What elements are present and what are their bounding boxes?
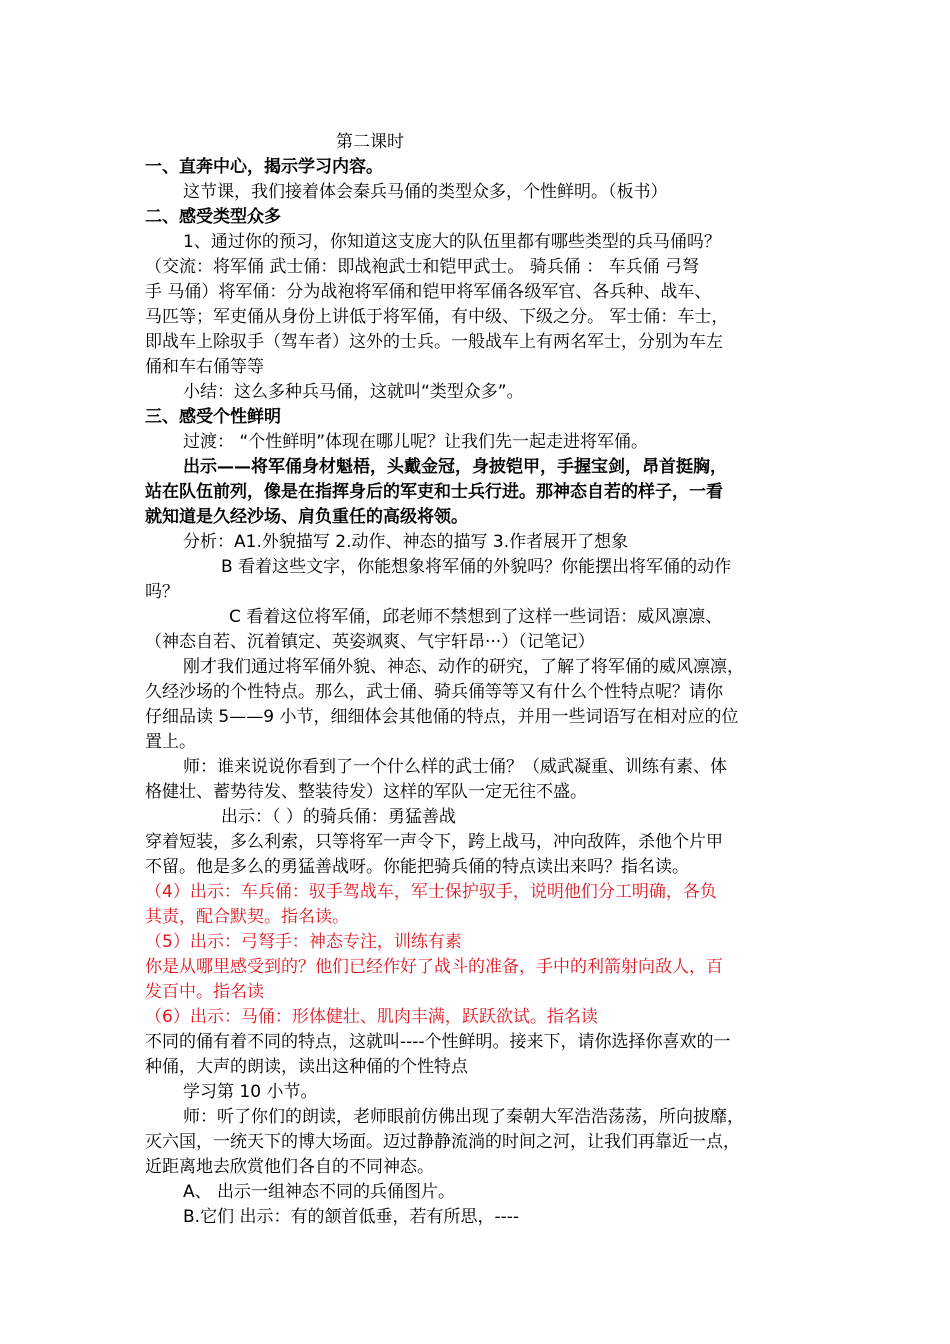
text-line: 其责，配合默契。指名读。: [145, 907, 349, 927]
text-line: （神态自若、沉着镇定、英姿飒爽、气宇轩昂···）（记笔记）: [145, 632, 595, 652]
lesson-title: 第二课时: [336, 132, 404, 152]
text-line: 就知道是久经沙场、肩负重任的高级将领。: [145, 507, 468, 527]
text-line: 过渡： “个性鲜明”体现在哪儿呢？让我们先一起走进将军俑。: [183, 432, 649, 452]
text-line: 不同的俑有着不同的特点，这就叫----个性鲜明。接来下，请你选择你喜欢的一: [145, 1032, 731, 1052]
text-line: 这节课，我们接着体会秦兵马俑的类型众多，个性鲜明。（板书）: [183, 182, 668, 202]
text-line: 格健壮、蓄势待发、整装待发）这样的军队一定无往不盛。: [145, 782, 587, 802]
text-line: 学习第 10 小节。: [183, 1082, 318, 1102]
text-line: 俑和车右俑等等: [145, 357, 264, 377]
text-line: 手 马俑）将军俑：分为战袍将军俑和铠甲将军俑各级军官、各兵种、战车、: [145, 282, 712, 302]
text-line: 置上。: [145, 732, 196, 752]
text-line: 灭六国，一统天下的博大场面。迈过静静流淌的时间之河，让我们再靠近一点，: [145, 1132, 740, 1152]
text-line: 师：谁来说说你看到了一个什么样的武士俑？（威武凝重、训练有素、体: [183, 757, 727, 777]
text-line: 站在队伍前列，像是在指挥身后的军吏和士兵行进。那神态自若的样子，一看: [145, 482, 723, 502]
text-line: 出示：（ ）的骑兵俑：勇猛善战: [221, 807, 456, 827]
text-line: 师：听了你们的朗读，老师眼前仿佛出现了秦朝大军浩浩荡荡，所向披靡，: [183, 1107, 744, 1127]
text-line: 吗？: [145, 582, 179, 602]
text-line: （4）出示：车兵俑：驭手驾战车，军士保护驭手，说明他们分工明确，各负: [145, 882, 717, 902]
text-line: 分析：A1.外貌描写 2.动作、神态的描写 3.作者展开了想象: [183, 532, 629, 552]
text-line: B.它们 出示：有的颔首低垂，若有所思，----: [183, 1207, 520, 1227]
text-line: 你是从哪里感受到的？他们已经作好了战斗的准备，手中的利箭射向敌人，百: [145, 957, 723, 977]
text-line: 近距离地去欣赏他们各自的不同神态。: [145, 1157, 434, 1177]
text-line: 出示——将军俑身材魁梧，头戴金冠，身披铠甲，手握宝剑，昂首挺胸，: [183, 457, 727, 477]
text-line: （交流：将军俑 武士俑：即战袍武士和铠甲武士。 骑兵俑 ： 车兵俑 弓弩: [145, 257, 700, 277]
text-line: 马匹等；军吏俑从身份上讲低于将军俑，有中级、下级之分。 军士俑：车士，: [145, 307, 729, 327]
text-line: 久经沙场的个性特点。那么，武士俑、骑兵俑等等又有什么个性特点呢？请你: [145, 682, 723, 702]
text-line: 二、感受类型众多: [145, 207, 281, 227]
text-line: C 看着这位将军俑，邱老师不禁想到了这样一些词语：威风凛凛、: [229, 607, 723, 627]
text-line: 1、通过你的预习，你知道这支庞大的队伍里都有哪些类型的兵马俑吗？: [183, 232, 721, 252]
text-line: 小结：这么多种兵马俑，这就叫“类型众多”。: [183, 382, 524, 402]
text-line: 不留。他是多么的勇猛善战呀。你能把骑兵俑的特点读出来吗？指名读。: [145, 857, 689, 877]
text-line: （6）出示：马俑：形体健壮、肌肉丰满，跃跃欲试。指名读: [145, 1007, 598, 1027]
text-line: 发百中。指名读: [145, 982, 264, 1002]
text-line: 仔细品读 5——9 小节，细细体会其他俑的特点，并用一些词语写在相对应的位: [145, 707, 739, 727]
text-line: 穿着短装，多么利索，只等将军一声令下，跨上战马，冲向敌阵，杀他个片甲: [145, 832, 723, 852]
text-line: 刚才我们通过将军俑外貌、神态、动作的研究，了解了将军俑的威风凛凛，: [183, 657, 744, 677]
text-line: A、 出示一组神态不同的兵俑图片。: [183, 1182, 456, 1202]
text-line: 种俑，大声的朗读，读出这种俑的个性特点: [145, 1057, 468, 1077]
text-line: B 看着这些文字，你能想象将军俑的外貌吗？你能摆出将军俑的动作: [221, 557, 732, 577]
text-line: 即战车上除驭手（驾车者）这外的士兵。一般战车上有两名军士，分别为车左: [145, 332, 723, 352]
text-line: 一、直奔中心，揭示学习内容。: [145, 157, 383, 177]
text-line: （5）出示：弓弩手：神态专注，训练有素: [145, 932, 462, 952]
text-line: 三、感受个性鲜明: [145, 407, 281, 427]
